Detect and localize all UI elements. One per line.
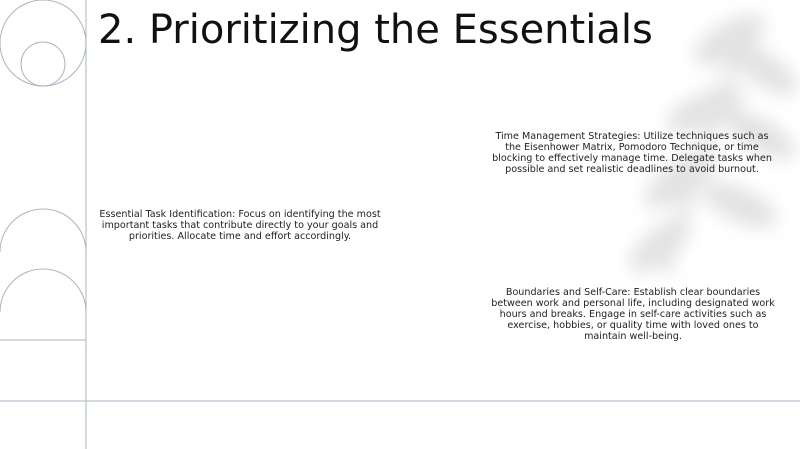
boundaries-self-care-text: Boundaries and Self-Care: Establish clear boundaries between work and personal life, including designated work hours and breaks. Engage in self-care activities such as exercise, hobbies, or quality time with loved ones to maintain well-being.	[491, 287, 775, 342]
time-management-text: Time Management Strategies: Utilize techniques such as the Eisenhower Matrix, Pomodoro Technique, or time blocking to effectively manage time. Delegate tasks when possible and set realistic deadlines to avoid burnout.	[492, 131, 772, 175]
deco-large-circle	[0, 0, 86, 86]
essential-task-text: Essential Task Identification: Focus on identifying the most important tasks that contribute directly to your goals and priorities. Allocate time and effort accordingly.	[99, 209, 381, 242]
deco-lower-arch	[0, 269, 86, 312]
slide-title: 2. Prioritizing the Essentials	[98, 7, 653, 53]
deco-small-circle	[21, 42, 65, 86]
deco-upper-arch	[0, 209, 86, 252]
